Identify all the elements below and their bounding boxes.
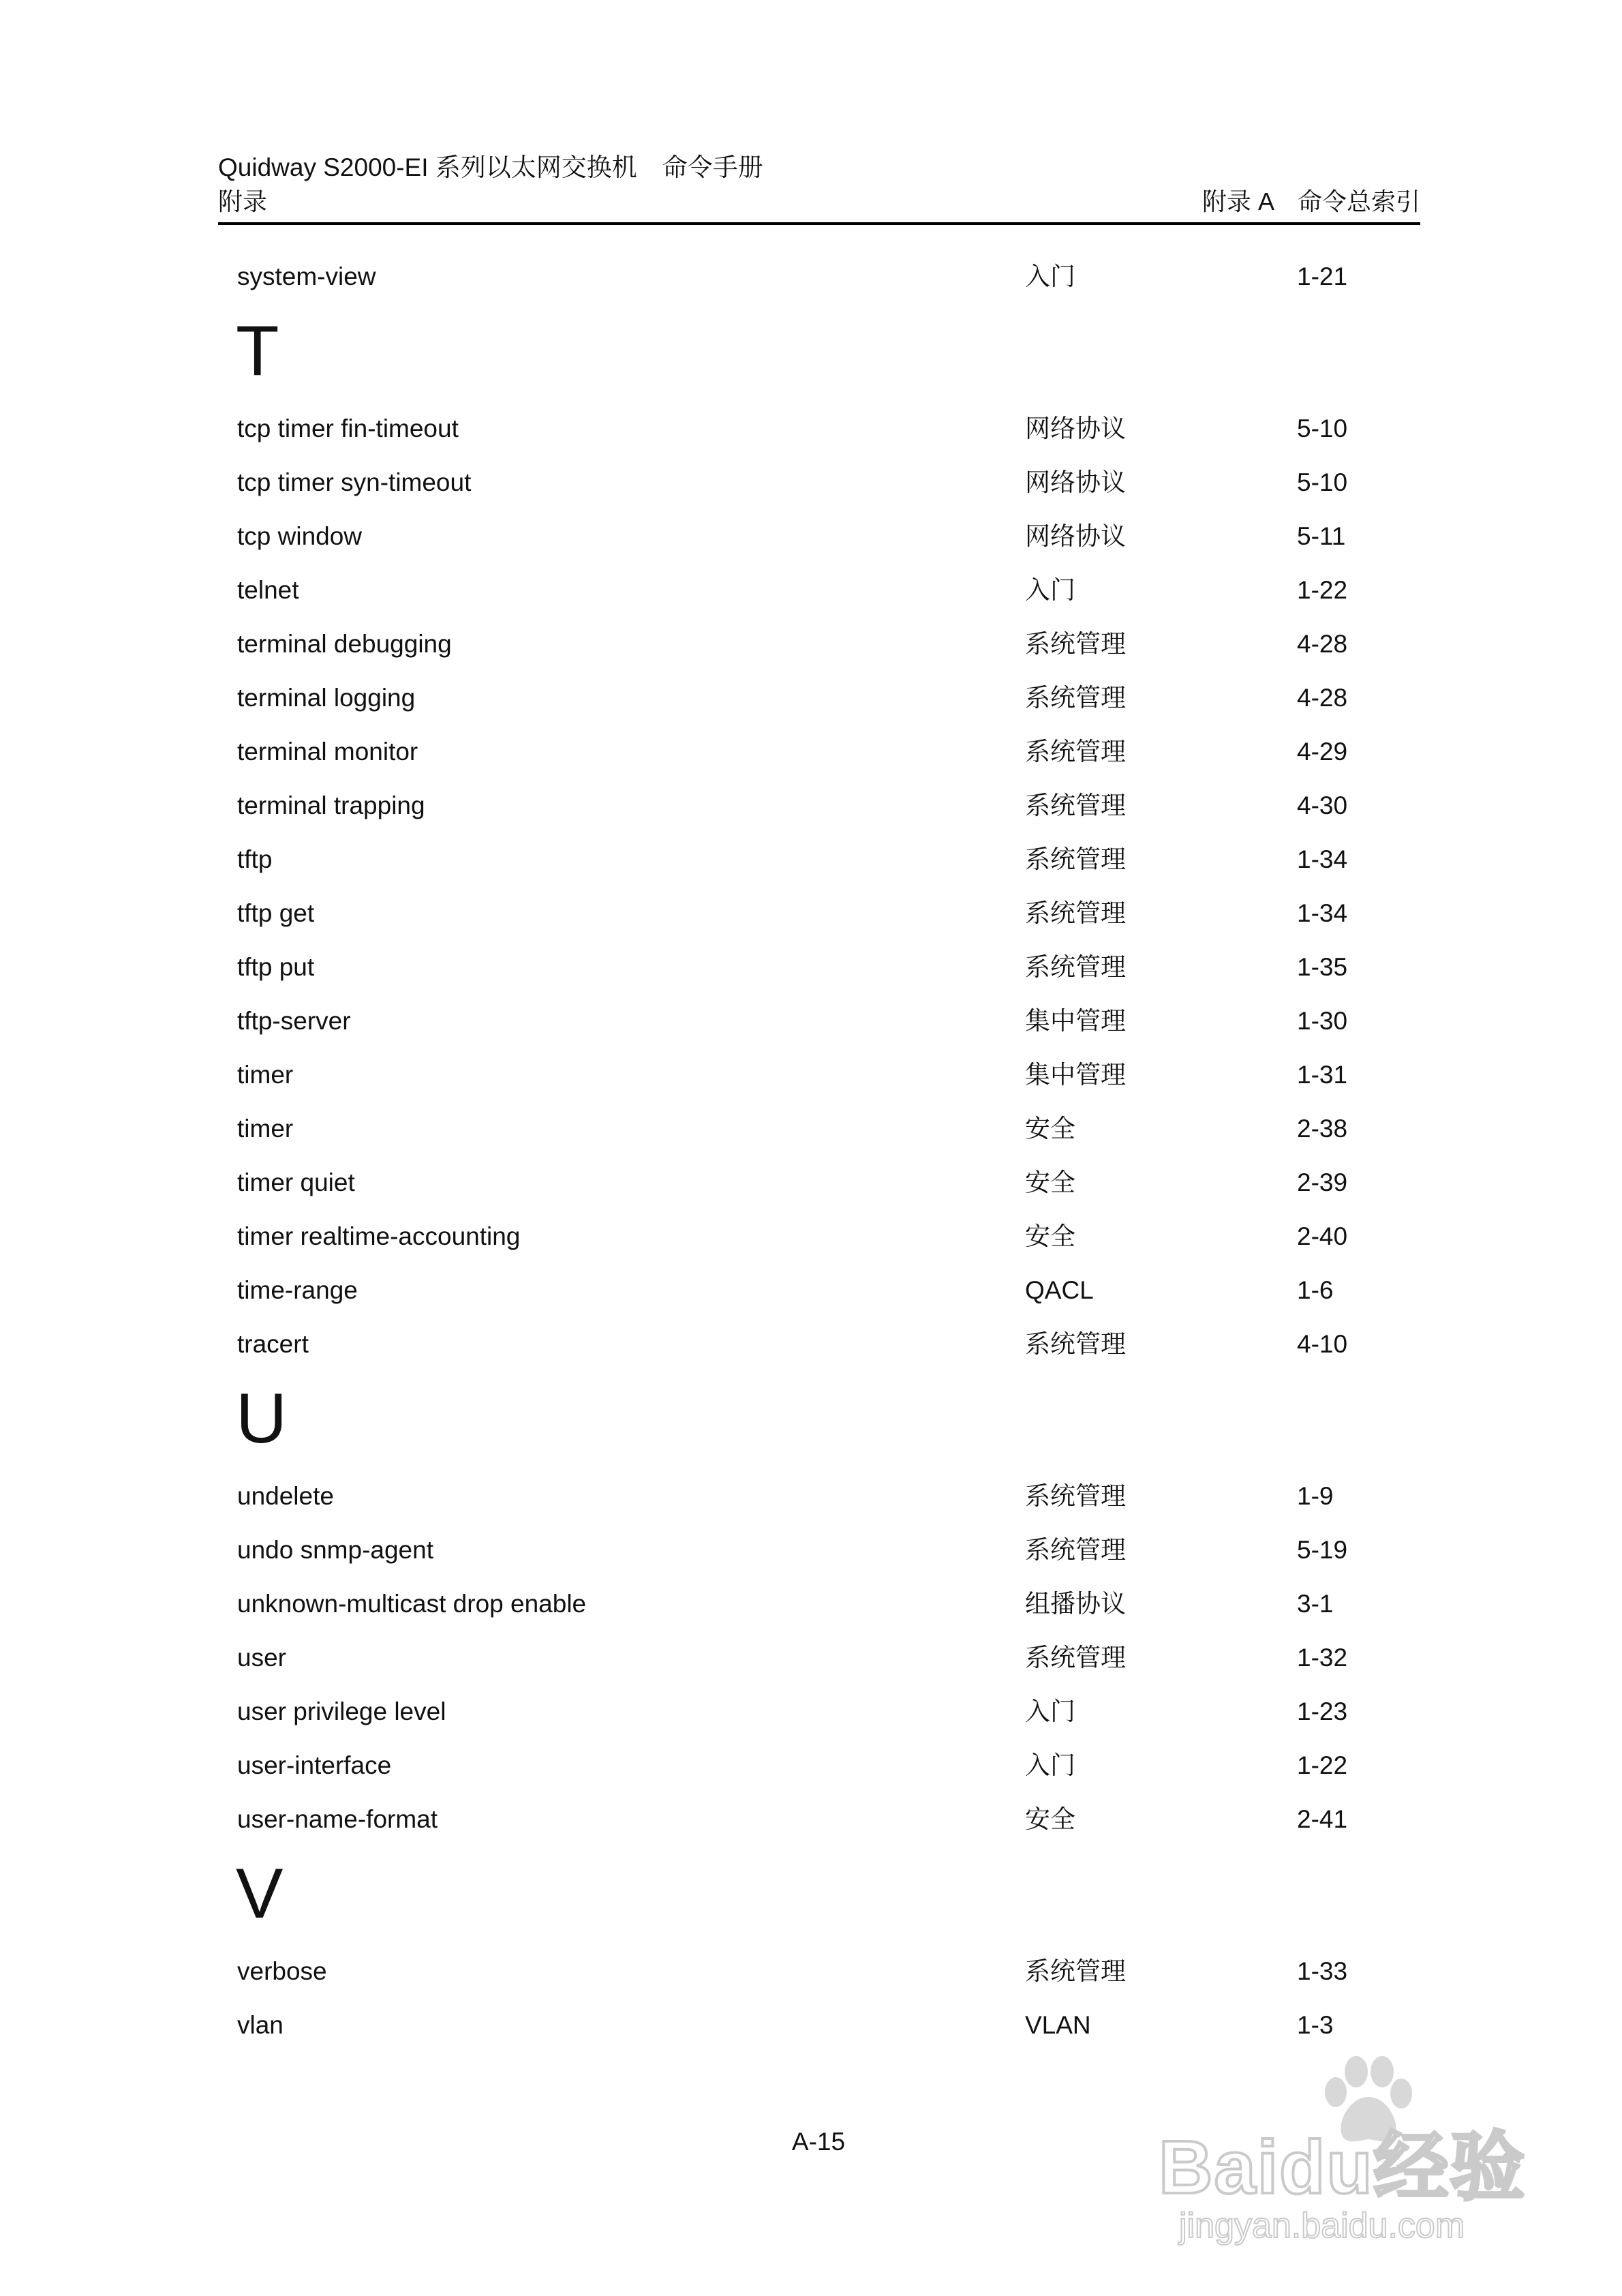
command-page: 1-33: [1297, 1957, 1348, 1985]
command-page: 4-28: [1297, 630, 1348, 658]
index-row: [0, 1691, 1622, 1732]
index-row: [0, 1108, 1622, 1149]
index-row: [0, 1162, 1622, 1203]
command-name: undelete: [237, 1482, 334, 1510]
command-category: QACL: [1025, 1276, 1094, 1304]
command-category: 组播协议: [1025, 1589, 1126, 1618]
index-row: [0, 893, 1622, 934]
command-page: 2-38: [1297, 1115, 1348, 1143]
command-name: telnet: [237, 576, 299, 604]
index-row: [0, 1951, 1622, 1992]
command-category: 网络协议: [1025, 414, 1126, 443]
index-row: [0, 947, 1622, 988]
command-page: 1-6: [1297, 1276, 1334, 1304]
command-category: 集中管理: [1025, 1060, 1126, 1089]
command-category: 系统管理: [1025, 1481, 1126, 1511]
baidu-jingyan-watermark: [1152, 2052, 1533, 2256]
command-category: 系统管理: [1025, 845, 1126, 874]
chapter-label: 附录 A 命令总索引: [1202, 187, 1420, 215]
index-row: [0, 624, 1622, 665]
command-page: 3-1: [1297, 1590, 1334, 1618]
command-page: 1-9: [1297, 1482, 1334, 1510]
section-letter: T: [236, 312, 279, 391]
command-page: 4-10: [1297, 1330, 1348, 1358]
command-category: 入门: [1025, 262, 1075, 291]
index-row: [0, 1584, 1622, 1625]
command-page: 1-22: [1297, 576, 1348, 604]
page-header: [218, 151, 1420, 225]
command-name: terminal monitor: [237, 738, 418, 766]
command-page: 1-30: [1297, 1007, 1348, 1035]
index-row: [0, 1476, 1622, 1517]
index-row: [0, 839, 1622, 880]
index-row: [0, 1001, 1622, 1042]
command-name: time-range: [237, 1276, 358, 1304]
command-category: 系统管理: [1025, 1535, 1126, 1565]
section-letter: V: [236, 1854, 284, 1933]
command-page: 1-34: [1297, 845, 1348, 873]
index-row: [0, 1324, 1622, 1365]
command-page: 4-28: [1297, 684, 1348, 712]
command-category: 系统管理: [1025, 1643, 1126, 1672]
index-row: [0, 2005, 1622, 2046]
command-name: tcp timer fin-timeout: [237, 414, 459, 442]
command-name: undo snmp-agent: [237, 1536, 433, 1564]
section-label: 附录: [218, 187, 268, 215]
index-row: [0, 516, 1622, 557]
index-row: [0, 731, 1622, 772]
command-category: 系统管理: [1025, 791, 1126, 820]
command-category: 网络协议: [1025, 522, 1126, 551]
command-category: 集中管理: [1025, 1006, 1126, 1036]
index-row: [0, 785, 1622, 826]
command-page: 1-23: [1297, 1697, 1348, 1725]
command-page: 1-3: [1297, 2011, 1334, 2039]
watermark-brand: Baidu经验: [1159, 2126, 1527, 2209]
command-category: 安全: [1025, 1114, 1075, 1143]
command-category: VLAN: [1025, 2011, 1091, 2039]
command-page: 2-39: [1297, 1168, 1348, 1196]
command-name: timer: [237, 1061, 294, 1089]
command-page: 5-11: [1297, 522, 1346, 550]
command-name: verbose: [237, 1957, 327, 1985]
command-page: 4-30: [1297, 791, 1348, 819]
index-row: [0, 462, 1622, 503]
page-number: A-15: [791, 2128, 846, 2156]
index-row: [0, 1637, 1622, 1678]
index-row: [0, 1530, 1622, 1571]
command-page: 1-32: [1297, 1644, 1348, 1672]
command-page: 5-10: [1297, 468, 1348, 496]
command-category: 系统管理: [1025, 1329, 1126, 1359]
command-category: 入门: [1025, 1697, 1075, 1726]
command-name: tftp: [237, 845, 273, 873]
command-name: tracert: [237, 1330, 309, 1358]
command-page: 2-40: [1297, 1222, 1348, 1250]
command-name: terminal debugging: [237, 630, 452, 658]
command-name: unknown-multicast drop enable: [237, 1590, 587, 1618]
command-category: 网络协议: [1025, 468, 1126, 497]
command-category: 安全: [1025, 1222, 1075, 1251]
command-category: 系统管理: [1025, 898, 1126, 928]
command-name: terminal logging: [237, 684, 416, 712]
index-row: [0, 678, 1622, 719]
command-page: 1-31: [1297, 1061, 1348, 1089]
index-row: [0, 1799, 1622, 1840]
command-page: 1-34: [1297, 899, 1348, 927]
command-name: tftp put: [237, 953, 315, 981]
index-row: [0, 570, 1622, 611]
command-name: user-interface: [237, 1751, 392, 1779]
command-category: 系统管理: [1025, 1957, 1126, 1986]
command-name: timer realtime-accounting: [237, 1222, 521, 1250]
command-page: 1-35: [1297, 953, 1348, 981]
command-page: 4-29: [1297, 738, 1348, 766]
command-name: tcp window: [237, 522, 363, 550]
command-category: 系统管理: [1025, 683, 1126, 712]
command-category: 系统管理: [1025, 629, 1126, 659]
command-name: user: [237, 1644, 286, 1672]
command-name: timer quiet: [237, 1168, 355, 1196]
command-name: terminal trapping: [237, 791, 425, 819]
command-name: user privilege level: [237, 1697, 446, 1725]
command-category: 入门: [1025, 1751, 1075, 1780]
command-page: 2-41: [1297, 1805, 1348, 1833]
command-name: system-view: [237, 262, 376, 290]
command-name: tcp timer syn-timeout: [237, 468, 472, 496]
command-name: tftp get: [237, 899, 315, 927]
index-row: [0, 1270, 1622, 1311]
command-category: 安全: [1025, 1168, 1075, 1197]
index-row: [0, 256, 1622, 297]
command-name: vlan: [237, 2011, 284, 2039]
command-page: 1-22: [1297, 1751, 1348, 1779]
command-page: 5-19: [1297, 1536, 1348, 1564]
command-name: tftp-server: [237, 1007, 351, 1035]
index-row: [0, 1055, 1622, 1096]
manual-title: Quidway S2000-EI 系列以太网交换机 命令手册: [218, 153, 763, 181]
index-row: [0, 1216, 1622, 1257]
command-page: 5-10: [1297, 414, 1348, 442]
command-category: 系统管理: [1025, 952, 1126, 982]
index-row: [0, 1745, 1622, 1786]
index-row: [0, 408, 1622, 449]
command-page: 1-21: [1297, 262, 1348, 290]
command-category: 安全: [1025, 1804, 1075, 1834]
command-name: user-name-format: [237, 1805, 438, 1833]
command-category: 系统管理: [1025, 737, 1126, 766]
section-letter: U: [236, 1379, 288, 1458]
command-category: 入门: [1025, 575, 1075, 605]
command-name: timer: [237, 1115, 294, 1143]
watermark-site: jingyan.baidu.com: [1179, 2206, 1465, 2246]
